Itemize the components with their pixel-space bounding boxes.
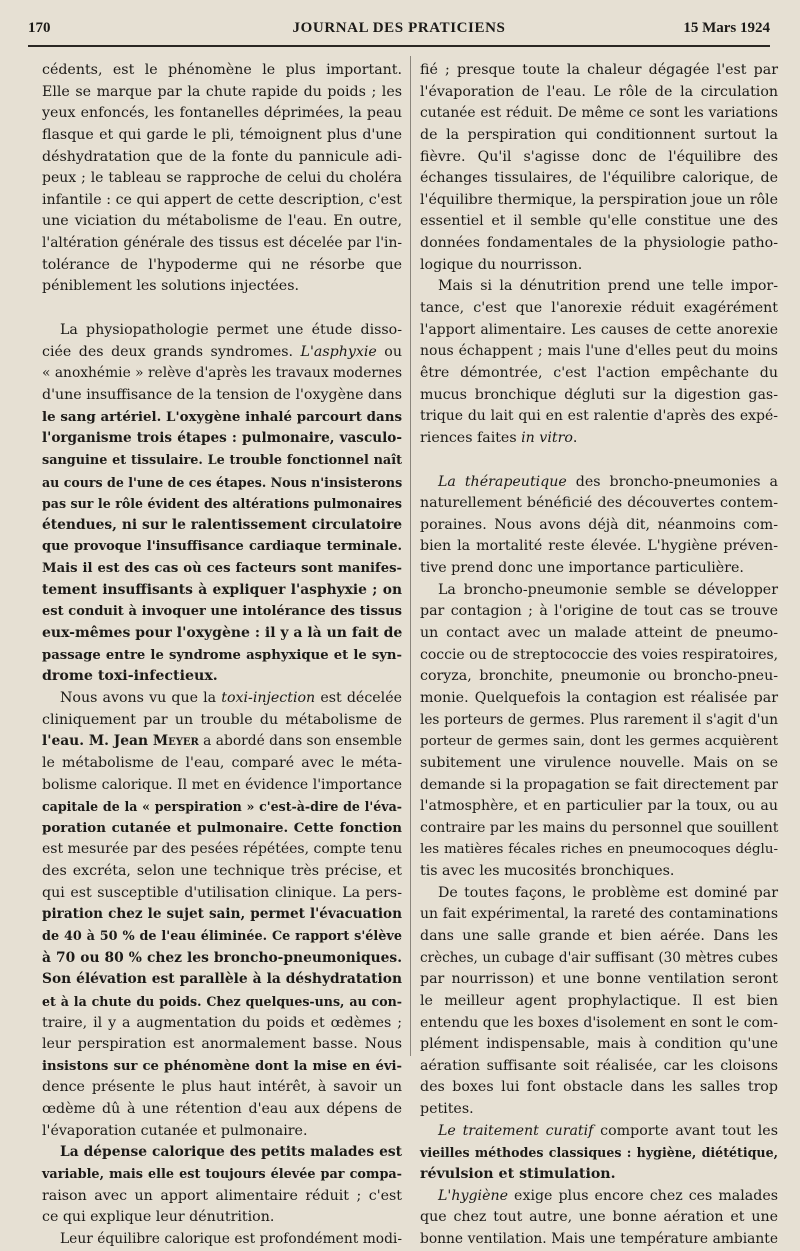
text-line: fié ; presque toute la chaleur dégagée l'est par [420,62,778,78]
text-run: Meyer [152,733,199,750]
text-line: est conduit à invoquer une intolérance des tissus [42,604,402,620]
text-line: vieilles méthodes classiques : hygiène, diététique, [420,1145,778,1161]
text-line [42,731,402,753]
text-line: infantile : ce qui appert de cette description, c'est [42,191,402,208]
text-run: in vitro [521,429,573,446]
text-line: capitale de la « perspiration » c'est-à-dire de l'éva- [42,799,402,815]
text-line [420,428,778,450]
text-run: Le traitement curatif [438,1122,594,1139]
text-line: données fondamentales de la physiologie patho- [420,235,778,252]
text-line: tis avec les mucosités bronchiques. [420,863,675,880]
text-line: qui est susceptible d'utilisation clinique. La pers- [42,884,402,901]
text-line: nous échappent ; mais l'une d'elles peut du moins [420,343,778,360]
text-line: passage entre le syndrome asphyxique et le syn- [42,647,402,663]
text-line: Mais il est des cas où ces facteurs sont manifes- [42,561,402,577]
text-run: L'asphyxie [300,343,377,360]
text-run: comporte avant tout les [593,1122,778,1139]
text-line: « anoxhémie » relève d'après les travaux modernes [42,365,403,382]
text-run: ciée des deux grands syndromes. [42,343,301,360]
text-line: Son élévation est parallèle à la déshydratation [42,971,402,988]
text-line: cliniquement par un trouble du métabolisme de [42,711,402,728]
text-line: La broncho-pneumonie semble se développer [438,581,778,598]
text-line: dans une salle grande et bien aérée. Dans les [420,927,778,944]
text-line: par contagion ; à l'origine de tout cas se trouve [420,603,778,620]
text-line: fièvre. Qu'il s'agisse donc de l'équilibre des [420,148,778,165]
text-line: de 40 à 50 % de l'eau éliminée. Ce rapport s'élève [42,928,402,944]
text-line: sanguine et tissulaire. Le trouble fonctionnel naît [42,452,402,468]
text-line: monie. Quelquefois la contagion est réalisée par [420,689,778,706]
text-run: a abordé dans son ensemble [198,733,403,750]
running-head [28,20,770,44]
text-line: peux ; le tableau se rapproche de celui du choléra [42,170,402,187]
text-line: bonne ventilation. Mais une température ambiante [420,1230,778,1247]
text-line: au cours de l'une de ces étapes. Nous n'insisterons [42,474,403,490]
text-line: coryza, bronchite, pneumonie ou broncho-pneu- [420,668,778,685]
text-line: insistons sur ce phénomène dont la mise en évi- [42,1058,402,1074]
text-line: naturellement bénéficié des découvertes contem- [420,495,778,512]
text-line: tolérance de l'hypoderme qui ne résorbe que [42,256,402,273]
text-line: un fait expérimental, la rareté des contaminations [420,906,778,923]
text-line [420,472,778,494]
text-line: est mesurée par des pesées répétées, compte tenu [42,841,403,858]
text-line: les matières fécales riches en pneumocoques déglu- [420,842,778,858]
text-line: l'atmosphère, et en particulier par la toux, ou au [420,798,778,815]
text-line: leur perspiration est anormalement basse. Nous [42,1036,402,1053]
text-run: ou [376,343,402,360]
text-run: des broncho-pneumonies a [566,473,778,490]
text-line: eux-mêmes pour l'oxygène : il y a là un fait de [42,625,403,642]
text-line: l'équilibre thermique, la perspiration joue un rôle [420,191,778,208]
text-line: Leur équilibre calorique est profondément modi- [60,1230,402,1247]
text-line: subitement une virulence nouvelle. Mais on se [420,754,778,771]
text-line: bien la mortalité reste élevée. L'hygiène préven- [420,538,778,555]
text-line: bolisme calorique. Il met en évidence l'importance [42,776,402,793]
text-line: Elle se marque par la chute rapide du poids ; les [42,83,402,100]
text-line: péniblement les solutions injectées. [42,278,299,295]
text-line: le meilleur agent prophylactique. Il est bien [420,992,778,1009]
text-line: petites. [420,1101,474,1118]
text-line: entendu que les boxes d'isolement en sont le com- [420,1014,778,1031]
text-line: déshydratation que de la fonte du pannicule adi- [42,148,402,165]
text-line: raison avec un apport alimentaire réduit ; c'est [42,1187,402,1204]
text-line: variable, mais elle est toujours élevée par compa- [42,1167,402,1183]
text-line: pas sur le rôle évident des altérations pulmonaires [42,496,402,512]
column-divider [410,56,411,1056]
text-line: poration cutanée et pulmonaire. Cette fonction [42,819,402,836]
text-line [42,342,402,364]
text-line: l'évaporation cutanée et pulmonaire. [42,1122,308,1139]
paragraph-gap [42,298,402,320]
header-rule [28,45,770,47]
text-line: La dépense calorique des petits malades est [60,1144,402,1161]
text-line: être démontrée, c'est l'action empêchante du [420,364,778,381]
text-line: que provoque l'insuffisance cardiaque terminale. [42,539,402,555]
text-line [42,320,402,342]
text-line: les porteurs de germes. Plus rarement il s'agit d'un [420,711,778,728]
text-line: le métabolisme de l'eau, comparé avec le méta- [42,754,402,771]
text-line: tance, c'est que l'anorexie réduit exagérément [420,300,778,317]
text-line: de la perspiration qui conditionnent surtout la [420,126,778,143]
text-line: un contact avec un malade atteint de pneumo- [420,625,778,642]
text-line: l'apport alimentaire. Les causes de cette anorexie [420,321,778,338]
text-line: contraire par les mains du personnel que souillent [420,819,779,836]
journal-title: JOURNAL DES PRATICIENS [292,20,506,36]
text-line: coccie ou de streptococcie des voies respiratoires, [420,646,779,663]
text-line: par nourrisson) et une bonne ventilation seront [420,971,778,988]
text-run: La physiopathologie permet une étude disso- [60,322,402,339]
text-line: cédents, est le phénomène le plus important. [42,62,402,78]
text-line: mucus bronchique dégluti sur la digestion gas- [420,386,778,403]
text-line: poraines. Nous avons déjà dit, néanmoins com- [420,516,778,533]
left-column [42,60,402,1251]
text-line: Mais si la dénutrition prend une telle impor- [438,278,778,295]
text-run: L'hygiène [438,1187,509,1204]
text-run: riences faites [420,429,522,446]
text-run: exige plus encore chez ces malades [508,1187,778,1204]
text-line: demande si la propagation se fait directement par [420,776,778,793]
text-line: l'évaporation de l'eau. Le rôle de la circulation [420,83,778,100]
text-line: essentiel et il semble qu'elle constitue une des [420,213,778,230]
text-line [420,1186,778,1208]
text-line: des boxes lui font obstacle dans les salles trop [420,1079,778,1096]
text-line: plément indispensable, mais à condition qu'une [420,1036,778,1053]
text-line: d'une insuffisance de la tension de l'oxygène dans [42,386,402,403]
text-line: échanges tissulaires, de l'équilibre calorique, de [420,170,778,187]
issue-date: 15 Mars 1924 [683,20,770,36]
text-line: flasque et qui garde le pli, témoignent plus d'une [42,126,402,143]
text-line: étendues, ni sur le ralentissement circulatoire [42,516,402,533]
text-line: cutanée est réduit. De même ce sont les variations [420,105,778,122]
text-run: l'eau. M. Jean [42,733,153,750]
text-line: à 70 ou 80 % chez les broncho-pneumoniques. [42,949,402,966]
text-line: logique du nourrisson. [420,256,583,273]
text-line: que chez tout autre, une bonne aération et une [420,1209,778,1226]
text-line: crèches, un cubage d'air suffisant (30 mètres cubes [420,949,778,966]
text-line: des excréta, selon une technique très précise, et [42,863,402,880]
text-line: tement insuffisants à expliquer l'asphyxie ; on [42,581,402,598]
text-line: porteur de germes sain, dont les germes acquièrent [420,734,778,750]
paragraph-gap [420,450,778,472]
text-line: et à la chute du poids. Chez quelques-uns, au con- [42,993,402,1009]
text-line: traire, il y a augmentation du poids et œdèmes ; [42,1014,402,1031]
text-run: La thérapeutique [438,473,567,490]
text-line: ce qui explique leur dénutrition. [42,1209,275,1226]
text-line: De toutes façons, le problème est dominé par [438,884,778,901]
text-line [420,1121,778,1143]
text-line: l'organisme trois étapes : pulmonaire, vasculo- [42,430,402,447]
text-line: révulsion et stimulation. [420,1166,616,1183]
text-run: Nous avons vu que la [60,689,222,706]
text-line: dence présente le plus haut intérêt, à savoir un [42,1079,402,1096]
text-line: trique du lait qui en est ralentie d'après des expé- [420,408,778,425]
text-line: une viciation du métabolisme de l'eau. En outre, [42,213,402,230]
text-line: yeux enfoncés, les fontanelles déprimées, la peau [42,105,402,122]
right-column [420,60,778,1251]
text-run: toxi-injection [221,689,316,706]
text-line: le sang artériel. L'oxygène inhalé parcourt dans [42,408,402,425]
text-line: drome toxi-infectieux. [42,668,218,685]
text-line [42,688,402,710]
text-line: tive prend donc une importance particulière. [420,560,744,577]
text-line: l'altération générale des tissus est décelée par l'in- [42,235,402,252]
text-line: aération suffisante soit réalisée, car les cloisons [420,1057,778,1074]
text-line: œdème dû à une rétention d'eau aux dépens de [42,1101,402,1118]
text-run: . [572,429,578,446]
text-run: est décelée [315,689,402,706]
text-line: piration chez le sujet sain, permet l'évacuation [42,906,402,923]
page-number: 170 [28,20,51,36]
